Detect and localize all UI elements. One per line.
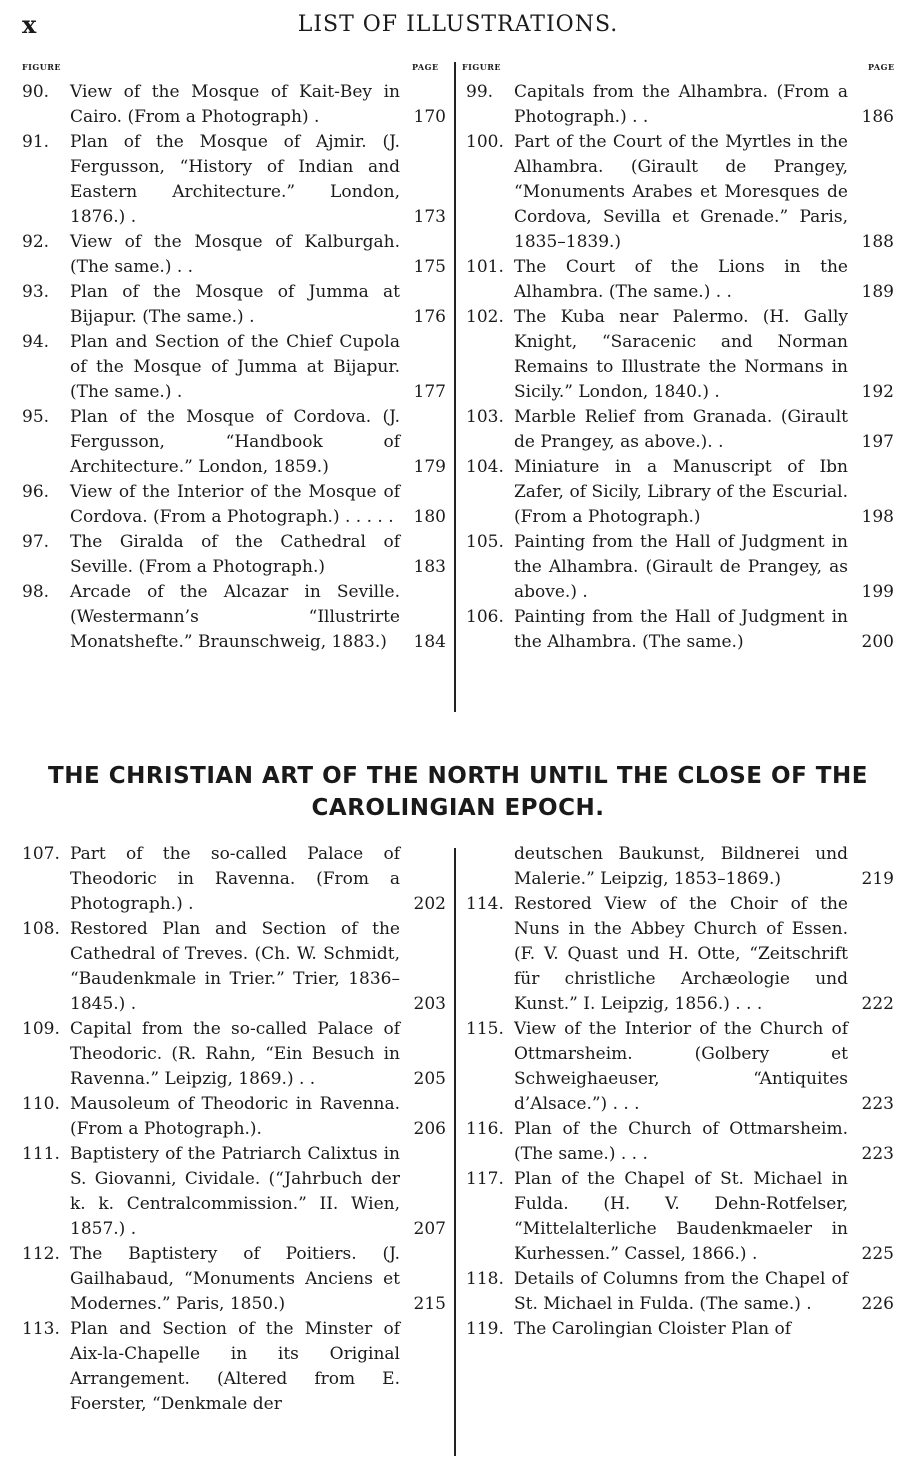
figure-number: 118.	[466, 1269, 504, 1289]
entry-text: View of the Interior of the Mosque of Cordova. (From a Photograph.) . . . . .	[70, 482, 400, 527]
figure-number: 100.	[466, 132, 504, 152]
figure-number: 95.	[22, 407, 50, 427]
section1-right-column	[466, 80, 894, 655]
entry-text: Miniature in a Manuscript of Ibn Zafer, of Sicily, Library of the Escurial. (From a Photograph.)	[514, 457, 848, 527]
list-item	[22, 1242, 446, 1317]
list-item	[466, 80, 894, 130]
figure-number: 98.	[22, 582, 50, 602]
entry-text: Capitals from the Alhambra. (From a Photograph.) . .	[514, 82, 848, 127]
entry-page: 188	[861, 232, 894, 252]
list-item	[466, 1317, 894, 1342]
figure-label-right: FIGURE	[462, 62, 501, 72]
figure-number: 119.	[466, 1319, 504, 1339]
list-item	[466, 530, 894, 605]
entry-text: Restored View of the Choir of the Nuns in the Abbey Church of Essen. (F. V. Quast und H. Otte, “Zeitschrift für christliche Archæologie und Kunst.” I. Leipzig, 1856.) . . .	[514, 894, 848, 1014]
entry-text: Baptistery of the Patriarch Calixtus in S. Giovanni, Cividale. (“Jahrbuch der k. k. Centralcommission.” II. Wien, 1857.) .	[70, 1144, 400, 1239]
list-item	[22, 230, 446, 280]
list-item	[466, 130, 894, 255]
section2-right-column	[466, 842, 894, 1458]
figure-number: 97.	[22, 532, 50, 552]
figure-number: 107.	[22, 844, 60, 864]
figure-label-left: FIGURE	[22, 62, 61, 72]
figure-number: 111.	[22, 1144, 60, 1164]
list-item	[22, 530, 446, 580]
figure-number: 92.	[22, 232, 50, 252]
entry-text: View of the Interior of the Church of Ottmarsheim. (Golbery et Schweighaeuser, “Antiquites d’Alsace.”) . . .	[514, 1019, 848, 1114]
entry-page: 219	[861, 869, 894, 889]
figure-number: 116.	[466, 1119, 504, 1139]
entry-page: 203	[413, 994, 446, 1014]
entry-page: 207	[413, 1219, 446, 1239]
entry-page: 179	[413, 457, 446, 477]
list-item	[22, 580, 446, 655]
entry-page: 170	[413, 107, 446, 127]
figure-number: 93.	[22, 282, 50, 302]
list-item	[22, 80, 446, 130]
entry-text: Plan of the Mosque of Ajmir. (J. Fergusson, “History of Indian and Eastern Architecture.” London, 1876.) .	[70, 132, 400, 227]
entry-page: 177	[413, 382, 446, 402]
list-item	[22, 280, 446, 330]
list-item	[22, 1017, 446, 1092]
list-item	[466, 1017, 894, 1117]
entry-page: 184	[413, 632, 446, 652]
entry-text: Painting from the Hall of Judgment in the Alhambra. (The same.)	[514, 607, 848, 652]
figure-number: 104.	[466, 457, 504, 477]
figure-number: 112.	[22, 1244, 60, 1264]
list-item	[22, 330, 446, 405]
entry-page: 186	[861, 107, 894, 127]
entry-page: 226	[861, 1294, 894, 1314]
entry-page: 176	[413, 307, 446, 327]
list-item	[466, 1117, 894, 1167]
entry-page: 199	[861, 582, 894, 602]
figure-number: 90.	[22, 82, 50, 102]
entry-text: The Kuba near Palermo. (H. Gally Knight, “Saracenic and Norman Remains to Illustrate the Normans in Sicily.” London, 1840.) .	[514, 307, 848, 402]
entry-text: Plan and Section of the Chief Cupola of the Mosque of Jumma at Bijapur. (The same.) .	[70, 332, 400, 402]
entry-page: 202	[413, 894, 446, 914]
entry-text: Marble Relief from Granada. (Girault de Prangey, as above.). .	[514, 407, 848, 452]
figure-number: 91.	[22, 132, 50, 152]
list-item	[466, 842, 894, 892]
entry-page: 189	[861, 282, 894, 302]
page-label-left: PAGE	[412, 62, 439, 72]
section2-left-column	[22, 842, 446, 1458]
section-title	[0, 760, 916, 824]
entry-text: Part of the Court of the Myrtles in the Alhambra. (Girault de Prangey, “Monuments Arabes et Moresques de Cordova, Sevilla et Grenade.” Paris, 1835–1839.)	[514, 132, 848, 252]
figure-number: 115.	[466, 1019, 504, 1039]
entry-page: 215	[413, 1294, 446, 1314]
section-title-line-2: CAROLINGIAN EPOCH.	[311, 795, 605, 821]
entry-page: 206	[413, 1119, 446, 1139]
figure-number: 105.	[466, 532, 504, 552]
entry-page: 175	[413, 257, 446, 277]
list-item	[22, 480, 446, 530]
entry-page: 198	[861, 507, 894, 527]
list-item	[466, 1167, 894, 1267]
list-item	[466, 255, 894, 305]
entry-text: Plan of the Chapel of St. Michael in Fulda. (H. V. Dehn-Rotfelser, “Mittelalterliche Baudenkmaeler in Kurhessen.” Cassel, 1866.) .	[514, 1169, 848, 1264]
figure-number: 102.	[466, 307, 504, 327]
figure-number: 117.	[466, 1169, 504, 1189]
entry-text: Part of the so-called Palace of Theodoric in Ravenna. (From a Photograph.) .	[70, 844, 400, 914]
page-label-right: PAGE	[868, 62, 895, 72]
figure-number: 114.	[466, 894, 504, 914]
entry-page: 223	[861, 1094, 894, 1114]
column-divider-2	[454, 848, 456, 1456]
entry-page: 197	[861, 432, 894, 452]
entry-text: View of the Mosque of Kait-Bey in Cairo. (From a Photograph) .	[70, 82, 400, 127]
figure-number: 99.	[466, 82, 494, 102]
list-item	[466, 305, 894, 405]
page-number: x	[22, 10, 38, 39]
entry-text: View of the Mosque of Kalburgah. (The same.) . .	[70, 232, 400, 277]
entry-text: Painting from the Hall of Judgment in the Alhambra. (Girault de Prangey, as above.) .	[514, 532, 848, 602]
page-header	[0, 0, 916, 50]
entry-text: deutschen Baukunst, Bildnerei und Malerie.” Leipzig, 1853–1869.)	[514, 844, 848, 889]
entry-page: 180	[413, 507, 446, 527]
list-item	[22, 917, 446, 1017]
section1-left-column	[22, 80, 446, 655]
entry-page: 222	[861, 994, 894, 1014]
running-head: LIST OF ILLUSTRATIONS.	[297, 12, 619, 37]
entry-text: Capital from the so-called Palace of Theodoric. (R. Rahn, “Ein Besuch in Ravenna.” Leipzig, 1869.) . .	[70, 1019, 400, 1089]
entry-text: Details of Columns from the Chapel of St. Michael in Fulda. (The same.) .	[514, 1269, 848, 1314]
figure-number: 113.	[22, 1319, 60, 1339]
list-item	[22, 1092, 446, 1142]
entry-text: The Giralda of the Cathedral of Seville. (From a Photograph.)	[70, 532, 400, 577]
entry-page: 200	[861, 632, 894, 652]
figure-number: 96.	[22, 482, 50, 502]
entry-text: Plan of the Mosque of Cordova. (J. Fergusson, “Handbook of Architecture.” London, 1859.)	[70, 407, 400, 477]
entry-page: 183	[413, 557, 446, 577]
list-item	[22, 130, 446, 230]
figure-number: 109.	[22, 1019, 60, 1039]
figure-number: 101.	[466, 257, 504, 277]
entry-text: Plan of the Mosque of Jumma at Bijapur. (The same.) .	[70, 282, 400, 327]
figure-number: 106.	[466, 607, 504, 627]
entry-page: 223	[861, 1144, 894, 1164]
list-item	[22, 1317, 446, 1417]
entry-text: Mausoleum of Theodoric in Ravenna. (From a Photograph.).	[70, 1094, 400, 1139]
entry-text: The Carolingian Cloister Plan of	[514, 1319, 792, 1339]
entry-page: 192	[861, 382, 894, 402]
entry-page: 225	[861, 1244, 894, 1264]
entry-page: 205	[413, 1069, 446, 1089]
entry-text: Plan of the Church of Ottmarsheim. (The same.) . . .	[514, 1119, 848, 1164]
list-item	[466, 405, 894, 455]
list-item	[466, 605, 894, 655]
entry-text: Arcade of the Alcazar in Seville. (Westermann’s “Illustrirte Monatshefte.” Braunschweig, 1883.)	[70, 582, 400, 652]
entry-text: Restored Plan and Section of the Cathedral of Treves. (Ch. W. Schmidt, “Baudenkmale in Trier.” Trier, 1836–1845.) .	[70, 919, 400, 1014]
entry-text: The Court of the Lions in the Alhambra. (The same.) . .	[514, 257, 848, 302]
entry-text: Plan and Section of the Minster of Aix-la-Chapelle in its Original Arrangement. (Altered from E. Foerster, “Denkmale der	[70, 1319, 400, 1414]
list-item	[22, 1142, 446, 1242]
list-item	[466, 892, 894, 1017]
figure-number: 110.	[22, 1094, 60, 1114]
list-item	[466, 1267, 894, 1317]
figure-number: 94.	[22, 332, 50, 352]
list-item	[466, 455, 894, 530]
list-item	[22, 842, 446, 917]
entry-text: The Baptistery of Poitiers. (J. Gailhabaud, “Monuments Anciens et Modernes.” Paris, 1850.)	[70, 1244, 400, 1314]
column-divider	[454, 62, 456, 712]
figure-number: 103.	[466, 407, 504, 427]
section-title-line-1: THE CHRISTIAN ART OF THE NORTH UNTIL THE CLOSE OF THE	[48, 763, 868, 789]
list-item	[22, 405, 446, 480]
figure-number: 108.	[22, 919, 60, 939]
entry-page: 173	[413, 207, 446, 227]
